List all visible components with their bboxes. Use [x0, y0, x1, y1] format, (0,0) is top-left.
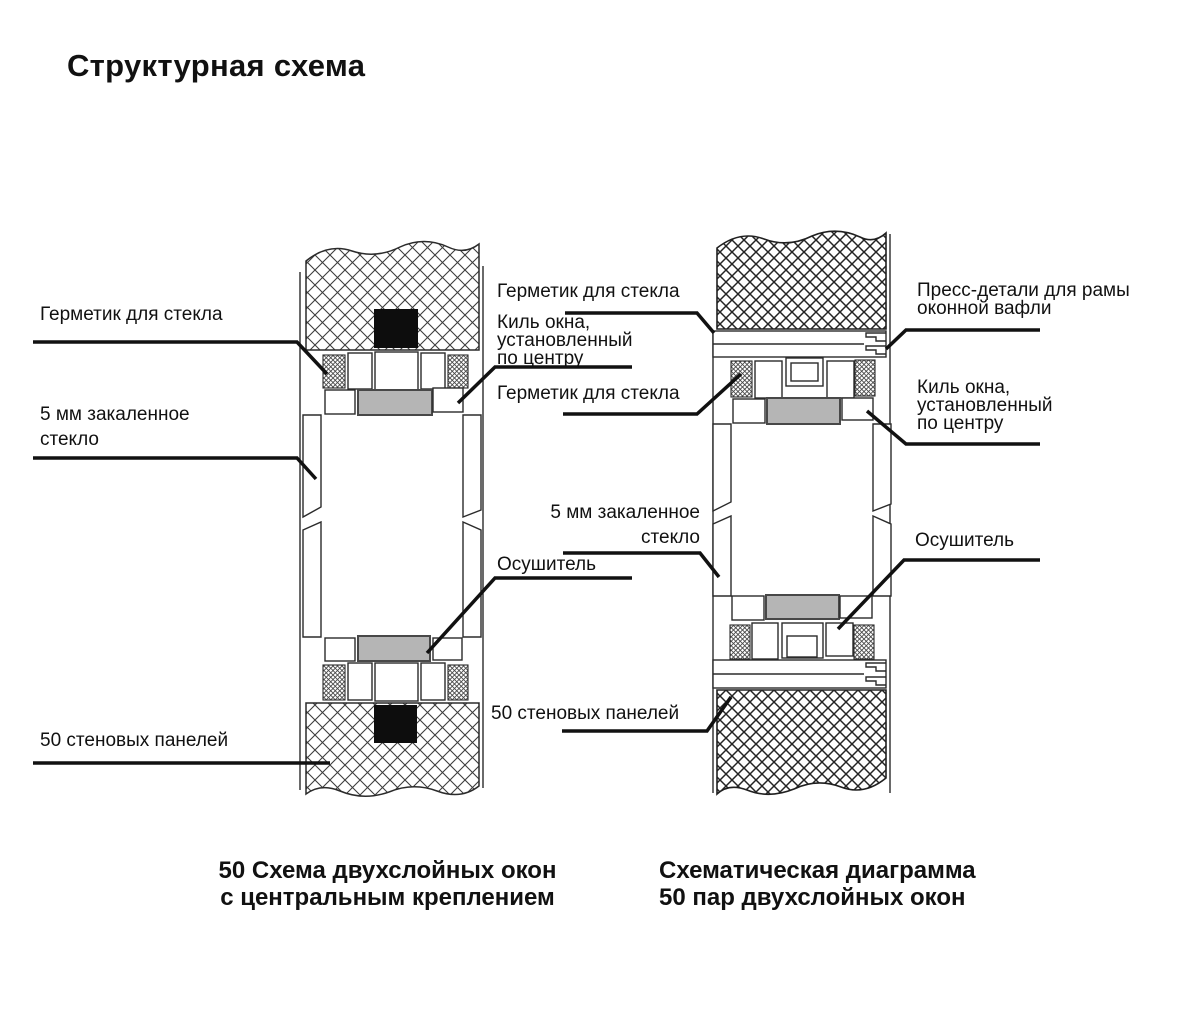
spacer-block [752, 623, 778, 659]
spacer-block [325, 638, 355, 661]
desiccant-block [358, 636, 430, 661]
spacer-block [348, 353, 372, 389]
spacer-block [842, 398, 873, 420]
leader-press-parts-right [886, 330, 1040, 349]
label-line: Киль окна, [497, 312, 591, 333]
label-tempered-glass-mid [440, 500, 700, 550]
keel-block-inner [787, 636, 817, 657]
label-line: по центру [497, 348, 584, 369]
setting-block-bottom [374, 705, 417, 743]
sealant-block [855, 360, 875, 396]
spacer-block [433, 388, 463, 412]
spacer-block [732, 596, 764, 620]
spacer-block [755, 361, 782, 398]
glass-pane [713, 424, 731, 511]
wall-panel-top [717, 231, 886, 329]
setting-block-top [374, 309, 418, 348]
label-window-keel-right [917, 379, 1052, 433]
glass-pane [303, 522, 321, 637]
leader-glass-sealant-left [33, 342, 327, 374]
sealant-block [730, 625, 750, 659]
glass-pane [713, 516, 731, 596]
page-title: Структурная схема [67, 48, 366, 83]
spacer-block [421, 353, 445, 389]
leader-tempered-glass-left [33, 458, 316, 479]
spacer-block [348, 663, 372, 700]
keel-block [375, 663, 418, 701]
sealant-block [323, 665, 345, 700]
wall-panel-bottom [717, 690, 886, 794]
caption-line: 50 пар двухслойных окон [659, 884, 966, 911]
label-line: Пресс-детали для рамы [917, 280, 1130, 301]
desiccant-block [766, 595, 839, 619]
label-glass-sealant-left: Герметик для стекла [40, 304, 223, 325]
right-window-section [713, 231, 891, 794]
label-wall-panels-left: 50 стеновых панелей [40, 730, 229, 751]
glass-pane [873, 424, 891, 511]
spacer-block [827, 361, 854, 398]
label-window-keel-mid [497, 314, 632, 368]
label-line: Киль окна, [917, 377, 1011, 398]
caption-line: с центральным креплением [220, 884, 555, 911]
label-line: оконной вафли [917, 298, 1052, 319]
caption-left-diagram [185, 857, 590, 911]
spacer-block [325, 390, 355, 414]
caption-line: Схематическая диаграмма [659, 857, 976, 884]
spacer-block [733, 399, 765, 423]
label-glass-sealant-mid-top: Герметик для стекла [497, 281, 680, 302]
desiccant-block [358, 390, 432, 415]
label-desiccant-mid: Осушитель [497, 554, 597, 575]
label-line: установленный [497, 330, 633, 351]
label-desiccant-right: Осушитель [915, 530, 1015, 551]
label-line: по центру [917, 413, 1004, 434]
label-line: стекло [641, 527, 700, 548]
label-glass-sealant-mid-bottom: Герметик для стекла [497, 383, 680, 404]
keel-block [375, 352, 418, 390]
desiccant-block [767, 398, 840, 424]
caption-line: 50 Схема двухслойных окон [218, 857, 557, 884]
label-line: стекло [40, 429, 99, 450]
spacer-block [421, 663, 445, 700]
sealant-block [448, 355, 468, 388]
label-line: 5 мм закаленное [40, 404, 190, 425]
sealant-block [854, 625, 874, 659]
label-line: установленный [917, 395, 1053, 416]
label-press-parts-right [917, 282, 1130, 318]
label-wall-panels-mid: 50 стеновых панелей [491, 703, 680, 724]
caption-right-diagram [659, 857, 976, 911]
sealant-block [448, 665, 468, 700]
keel-block-inner [791, 363, 818, 381]
label-line: 5 мм закаленное [550, 502, 700, 523]
label-tempered-glass-left [40, 402, 190, 452]
